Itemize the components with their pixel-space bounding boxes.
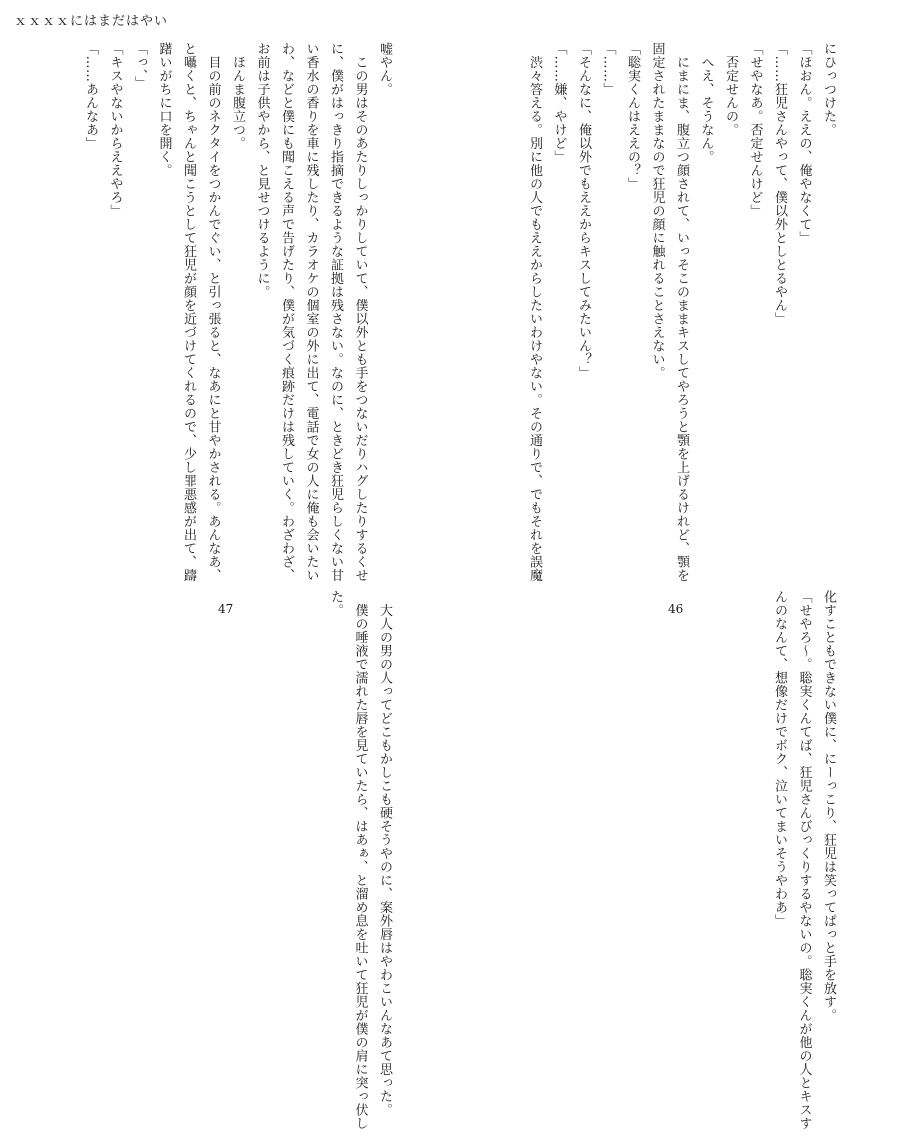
text-line: 「っ、」 — [132, 42, 147, 90]
text-line: 「……狂児さんやって、僕以外としとるやん」 — [772, 42, 787, 326]
text-line: にひっつけた。 — [821, 42, 836, 137]
text-line: 僕の唾液で濡れた唇を見ていたら、はあぁ、と溜め息を吐いて狂児が僕の肩に突っ伏し — [352, 590, 368, 1130]
text-line: 化すこともできない僕に、にーっこり、狂児は笑ってぱっと手を放す。 — [821, 590, 836, 1022]
text-line: 嘘やん。 — [377, 42, 392, 96]
text-line: 「キスやないからええやろ」 — [107, 42, 123, 218]
text-line: わ、などと僕にも聞こえる声で告げたり、僕が気づく痕跡だけは残していく。わざわざ、 — [279, 42, 294, 582]
running-title: ｘｘｘｘにはまだはやい — [14, 14, 169, 29]
text-line: 「そんなに、俺以外でもええからキスしてみたいん？」 — [576, 42, 591, 380]
text-line: にまにま、腹立つ顔されて、いっそこのままキスしてやろうと顎を上げるけれど、顎を — [674, 42, 689, 582]
text-line: へえ、そうなん。 — [698, 42, 714, 164]
text-line: お前は子供やから、と見せつけるように。 — [254, 42, 270, 299]
text-line: 大人の男の人ってどこもかしこも硬そうやのに、案外唇はやわこいんなあて思った。 — [377, 590, 392, 1117]
text-line: 「せやろ〜。聡実くんてば、狂児さんびっくりするやないの。聡実くんが他の人とキスす — [796, 590, 812, 1130]
text-line: この男はそのあたりしっかりしていて、僕以外とも手をつないだりハグしたりするくせ — [352, 42, 368, 582]
text-line: 「……嫌、やけど」 — [551, 42, 567, 164]
text-line: 「聡実くんはええの？」 — [625, 42, 640, 191]
text-line: た。 — [328, 590, 343, 617]
text-line: んのなんて、想像だけでボク、泣いてまいそうやわあ」 — [772, 590, 787, 928]
text-line: 「ほおん。ええの、俺やなくて」 — [796, 42, 812, 245]
text-line: 否定せんの。 — [723, 42, 738, 137]
text-line: 「せやなあ。否定せんけど」 — [747, 42, 763, 218]
text-line: 「……あんなあ」 — [83, 42, 98, 150]
page-number-right: 46 — [668, 602, 684, 616]
text-line: ほんま腹立つ。 — [230, 42, 245, 150]
text-line: 「……」 — [600, 42, 616, 96]
text-line: 固定されたままなので狂児の顔に触れることさえない。 — [649, 42, 665, 380]
text-line: 躇いがちに口を開く。 — [156, 42, 172, 177]
text-line: い香水の香りを車に残したり、カラオケの個室の外に出て、電話で女の人に俺も会いたい — [303, 42, 319, 582]
text-line: に、僕がはっきり指摘できるような証拠は残さない。なのに、ときどき狂児らしくない甘 — [328, 42, 343, 582]
page-number-left: 47 — [218, 602, 234, 616]
text-line: 目の前のネクタイをつかんでぐい、と引っ張ると、なあにと甘やかされる。あんなあ、 — [205, 42, 221, 582]
text-line: 渋々答える。別に他の人でもええからしたいわけやない。その通りで、でもそれを誤魔 — [527, 42, 542, 582]
text-line: と囁くと、ちゃんと聞こうとして狂児が顔を近づけてくれるので、少し罪悪感が出て、躊 — [181, 42, 196, 582]
